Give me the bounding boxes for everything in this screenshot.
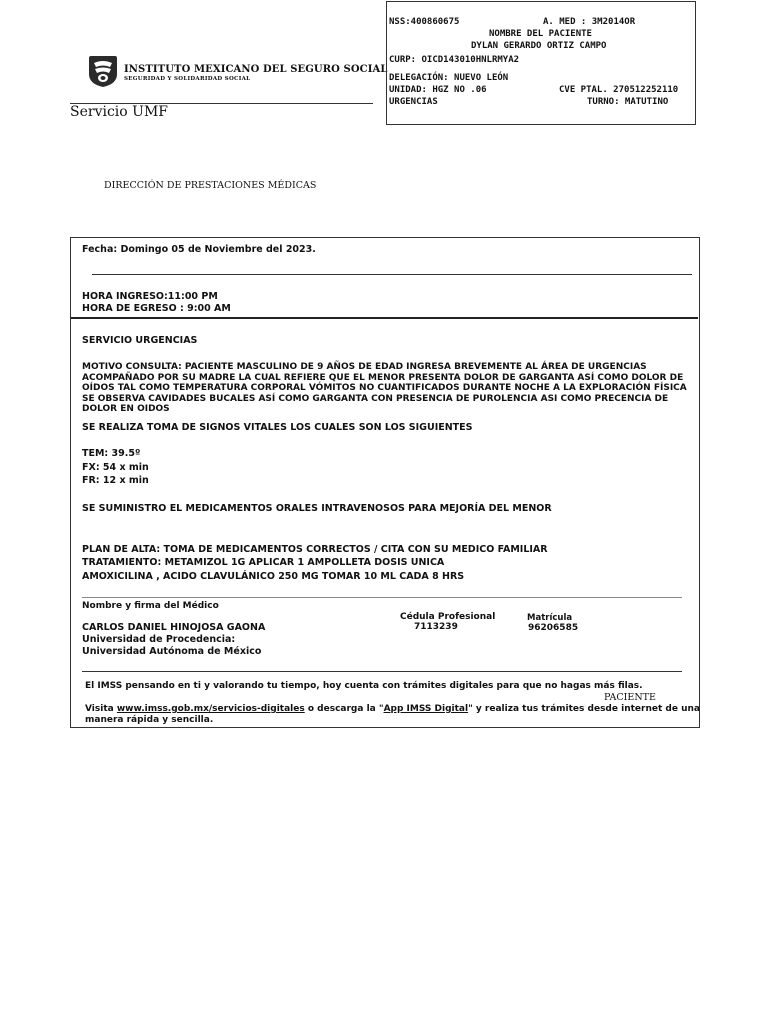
turno: TURNO: MATUTINO bbox=[587, 97, 669, 107]
service-label: Servicio UMF bbox=[70, 104, 168, 120]
servicios-digitales-link[interactable]: www.imss.gob.mx/servicios-digitales bbox=[116, 704, 305, 714]
plan-alta: PLAN DE ALTA: TOMA DE MEDICAMENTOS CORRECTOS / CITA CON SU MEDICO FAMILIAR bbox=[82, 544, 548, 555]
cve-ptal: CVE PTAL. 270512252110 bbox=[559, 85, 679, 95]
unidad: UNIDAD: HGZ NO .06 bbox=[389, 85, 487, 95]
frecuencia-cardiaca: FX: 54 x min bbox=[82, 462, 149, 473]
patient-name: DYLAN GERARDO ORTIZ CAMPO bbox=[471, 41, 607, 51]
universidad-label: Universidad de Procedencia: bbox=[82, 634, 236, 645]
tratamiento: TRATAMIENTO: METAMIZOL 1G APLICAR 1 AMPOLLETA DOSIS UNICA bbox=[82, 557, 445, 568]
curp: CURP: OICD143010HNLRMYA2 bbox=[389, 55, 520, 65]
hora-egreso: HORA DE EGRESO : 9:00 AM bbox=[82, 303, 231, 314]
divider bbox=[82, 671, 682, 672]
servicio: SERVICIO URGENCIAS bbox=[82, 335, 198, 346]
temperatura: TEM: 39.5º bbox=[82, 448, 141, 459]
a-med: A. MED : 3M2014OR bbox=[543, 17, 636, 27]
amoxicilina: AMOXICILINA , ACIDO CLAVULÁNICO 250 MG TOMAR 10 ML CADA 8 HRS bbox=[82, 571, 465, 582]
paciente-label: PACIENTE bbox=[604, 692, 656, 703]
firma-label: Nombre y firma del Médico bbox=[82, 601, 219, 611]
footer-line3: manera rápida y sencilla. bbox=[85, 715, 214, 725]
divider bbox=[92, 274, 692, 275]
app-imss-digital-link[interactable]: App IMSS Digital bbox=[383, 704, 469, 714]
divider bbox=[71, 317, 698, 319]
hora-ingreso: HORA INGRESO:11:00 PM bbox=[82, 291, 218, 302]
signos-intro: SE REALIZA TOMA DE SIGNOS VITALES LOS CUALES SON LOS SIGUIENTES bbox=[82, 422, 473, 433]
matricula-label: Matrícula bbox=[527, 613, 573, 623]
patient-name-label: NOMBRE DEL PACIENTE bbox=[489, 29, 592, 39]
logo-title: INSTITUTO MEXICANO DEL SEGURO SOCIAL bbox=[124, 64, 388, 75]
matricula-value: 96206585 bbox=[528, 623, 579, 633]
imss-eagle-icon bbox=[86, 54, 120, 88]
footer-message: El IMSS pensando en ti y valorando tu tiempo, hoy cuenta con trámites digitales para que no hagas más filas. bbox=[85, 681, 643, 691]
delegacion: DELEGACIÓN: NUEVO LEÓN bbox=[389, 73, 509, 83]
medical-note-box bbox=[70, 237, 700, 728]
footer-visit-line bbox=[85, 704, 700, 714]
universidad: Universidad Autónoma de México bbox=[82, 646, 262, 657]
patient-info-box bbox=[386, 1, 696, 125]
tramites-text: " y realiza tus trámites desde internet de una bbox=[468, 704, 700, 714]
cedula-label: Cédula Profesional bbox=[400, 612, 496, 622]
cedula-value: 7113239 bbox=[414, 622, 458, 632]
medicamentos: SE SUMINISTRO EL MEDICAMENTOS ORALES INTRAVENOSOS PARA MEJORÍA DEL MENOR bbox=[82, 503, 552, 514]
direction-heading: DIRECCIÓN DE PRESTACIONES MÉDICAS bbox=[104, 180, 317, 191]
imss-logo bbox=[86, 54, 388, 92]
logo-subtitle: SEGURIDAD Y SOLIDARIDAD SOCIAL bbox=[124, 76, 251, 82]
motivo-consulta: MOTIVO CONSULTA: PACIENTE MASCULINO DE 9 AÑOS DE EDAD INGRESA BREVEMENTE AL ÁREA DE URGENCIAS ACOMPAÑADO POR SU MADRE LA CUAL REFIERE QUE EL MENOR PRESENTA DOLOR DE GARGANTA ASÍ COMO DOLOR DE OÍDOS TAL COMO TEMPERATURA CORPORAL VÓMITOS NO CUANTIFICADOS DURANTE NOCHE A LA EXPLORACIÓN FÍSICA SE OBSERVA CAVIDADES BUCALES ASÍ COMO GARGANTA CON PRESENCIA DE PUROLENCIA ASI COMO PRECENCIA DE DOLOR EN OIDOS bbox=[82, 362, 687, 414]
divider bbox=[82, 597, 682, 598]
frecuencia-respiratoria: FR: 12 x min bbox=[82, 475, 149, 486]
nss: NSS:400860675 bbox=[389, 17, 460, 27]
visita-text: Visita bbox=[85, 704, 117, 714]
fecha: Fecha: Domingo 05 de Noviembre del 2023. bbox=[82, 244, 316, 255]
descarga-text: o descarga la " bbox=[304, 704, 384, 714]
doctor-name: CARLOS DANIEL HINOJOSA GAONA bbox=[82, 622, 266, 633]
area: URGENCIAS bbox=[389, 97, 438, 107]
